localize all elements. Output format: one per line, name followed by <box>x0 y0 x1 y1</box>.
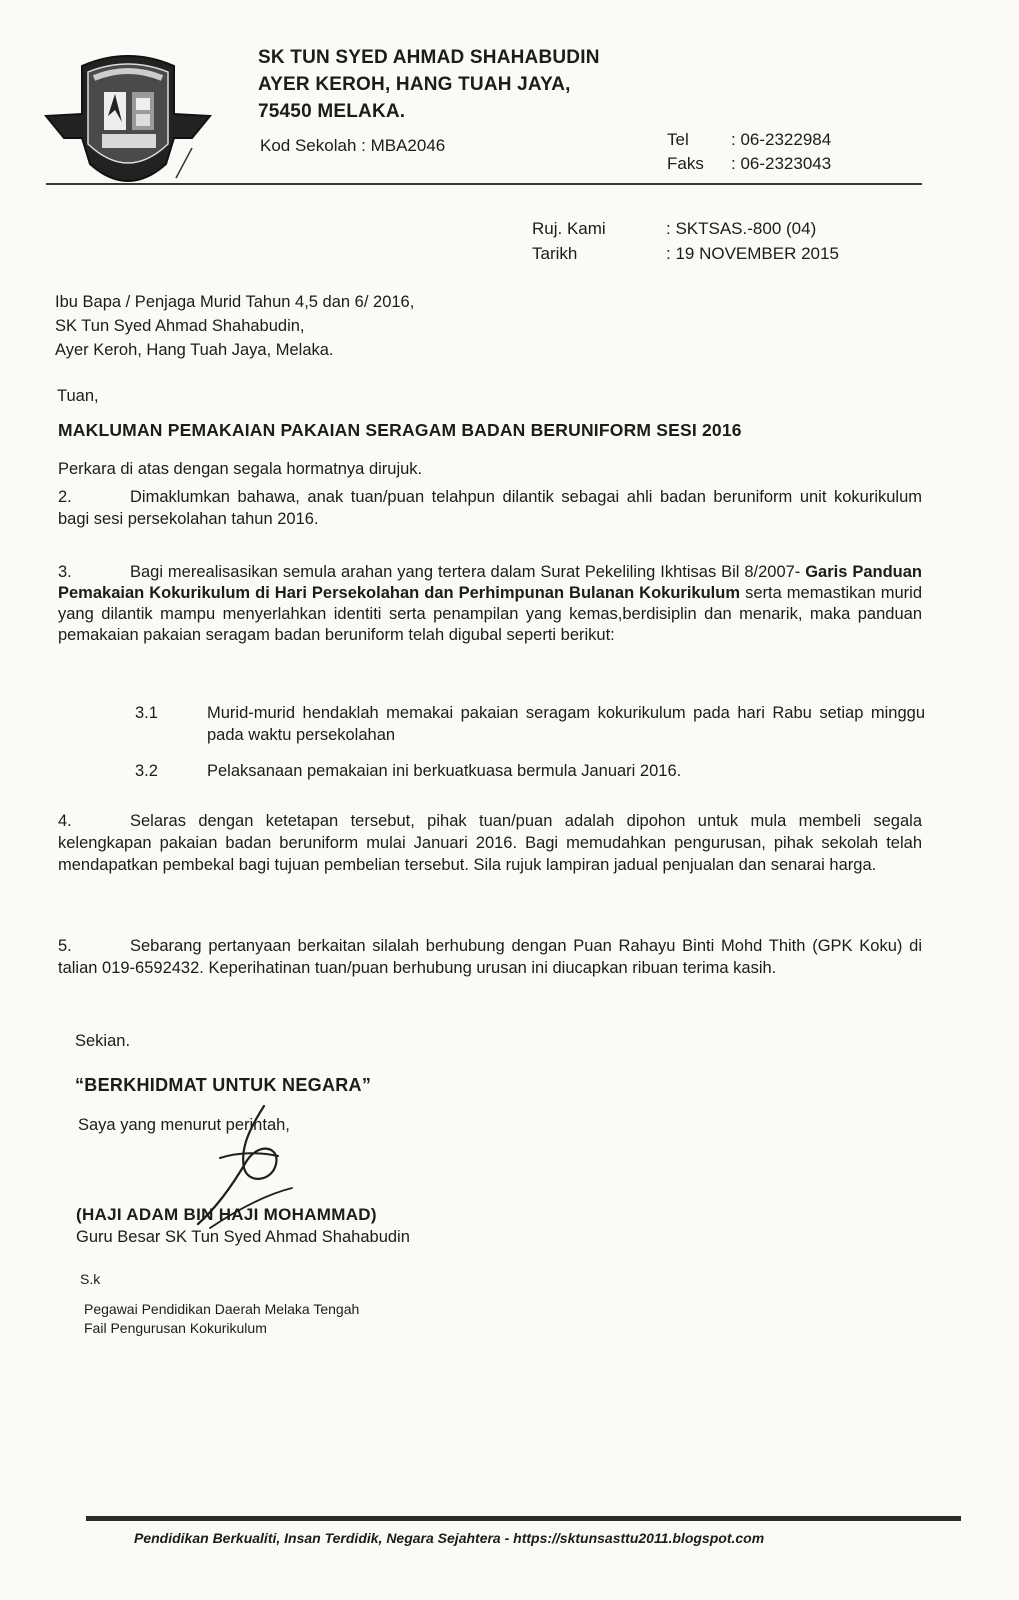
subitem-3-2-number: 3.2 <box>135 762 158 780</box>
recipient-address <box>55 290 414 362</box>
ref-value: : SKTSAS.-800 (04) <box>666 219 817 238</box>
date-label: Tarikh <box>532 244 578 263</box>
subitem-3-2-text: Pelaksanaan pemakaian ini berkuatkuasa bermula Januari 2016. <box>207 762 682 780</box>
header-divider <box>46 183 922 185</box>
paragraph-3-number: 3. <box>58 563 72 581</box>
closing-phrase: Saya yang menurut perintah, <box>78 1116 290 1134</box>
letter-subject: MAKLUMAN PEMAKAIAN PAKAIAN SERAGAM BADAN BERUNIFORM SESI 2016 <box>58 420 742 440</box>
school-code: Kod Sekolah : MBA2046 <box>260 136 446 155</box>
tel-value: : 06-2322984 <box>731 130 832 149</box>
motto: “BERKHIDMAT UNTUK NEGARA” <box>75 1075 372 1095</box>
paragraph-2-number: 2. <box>58 488 72 506</box>
paragraph-4-text: Selaras dengan ketetapan tersebut, pihak tuan/puan adalah dipohon untuk mula membeli segala kelengkapan pakaian badan beruniform mulai Januari 2016. Bagi memudahkan pengurusan, pihak sekolah telah mendapatkan pembekal bagi tujuan pembelian tersebut. Sila rujuk lampiran jadual penjualan dan senarai harga. <box>58 812 922 874</box>
footer-slogan: Pendidikan Berkualiti, Insan Terdidik, Negara Sejahtera - https://sktunsasttu2011.blogspot.com <box>134 1530 765 1546</box>
recipient-line1: Ibu Bapa / Penjaga Murid Tahun 4,5 dan 6/ 2016, <box>55 293 415 311</box>
paragraph-3 <box>58 562 922 646</box>
recipient-line2: SK Tun Syed Ahmad Shahabudin, <box>55 317 305 335</box>
cc-label: S.k <box>80 1271 101 1287</box>
paragraph-2-text: Dimaklumkan bahawa, anak tuan/puan telahpun dilantik sebagai ahli badan beruniform unit kokurikulum bagi sesi persekolahan tahun 2016. <box>58 488 922 528</box>
salutation: Tuan, <box>57 387 99 405</box>
school-header <box>258 44 600 125</box>
paragraph-3-guideline-title: Garis Panduan Pemakaian Kokurikulum di Hari Persekolahan dan Perhimpunan Bulanan Kokurikulum <box>58 563 922 602</box>
closing-sekian: Sekian. <box>75 1032 131 1050</box>
signatory-role: Guru Besar SK Tun Syed Ahmad Shahabudin <box>76 1228 410 1246</box>
paragraph-5-text: Sebarang pertanyaan berkaitan silalah berhubung dengan Puan Rahayu Binti Mohd Thith (GPK Koku) di talian 019-6592432. Keperihatinan tuan/puan berhubung urusan ini diucapkan ribuan terima kasih. <box>58 937 922 977</box>
subitem-3-1 <box>135 702 925 746</box>
cc-item: Fail Pengurusan Kokurikulum <box>84 1320 267 1336</box>
paragraph-5-number: 5. <box>58 937 72 955</box>
subitem-3-1-number: 3.1 <box>135 704 158 722</box>
paragraph-2 <box>58 486 922 530</box>
fax-label: Faks <box>667 154 704 173</box>
paragraph-4 <box>58 810 922 876</box>
paragraph-3-text-a: Bagi merealisasikan semula arahan yang tertera dalam Surat Pekeliling Ikhtisas Bil 8/2007- <box>130 563 801 581</box>
contact-block <box>667 128 831 176</box>
date-value: : 19 NOVEMBER 2015 <box>666 244 839 263</box>
paragraph-1: Perkara di atas dengan segala hormatnya dirujuk. <box>58 460 423 478</box>
subitem-3-2 <box>135 760 925 782</box>
tel-label: Tel <box>667 130 689 149</box>
signatory-name: (HAJI ADAM BIN HAJI MOHAMMAD) <box>76 1205 377 1224</box>
cc-list <box>84 1300 359 1338</box>
ref-label: Ruj. Kami <box>532 219 606 238</box>
school-address-line1: AYER KEROH, HANG TUAH JAYA, <box>258 74 571 95</box>
reference-block <box>532 216 839 266</box>
school-crest-icon <box>42 52 214 192</box>
school-address-line2: 75450 MELAKA. <box>258 101 406 122</box>
paragraph-4-number: 4. <box>58 812 72 830</box>
recipient-line3: Ayer Keroh, Hang Tuah Jaya, Melaka. <box>55 341 334 359</box>
school-name: SK TUN SYED AHMAD SHAHABUDIN <box>258 47 600 68</box>
paragraph-5 <box>58 935 922 979</box>
footer-divider <box>86 1516 961 1521</box>
fax-value: : 06-2323043 <box>731 154 832 173</box>
subitem-3-1-text: Murid-murid hendaklah memakai pakaian seragam kokurikulum pada hari Rabu setiap minggu pada waktu persekolahan <box>207 704 925 744</box>
cc-item: Pegawai Pendidikan Daerah Melaka Tengah <box>84 1301 360 1317</box>
paragraph-3-text-b: serta memastikan murid yang dilantik mampu menyerlahkan identiti serta penampilan yang kemas,berdisiplin dan menarik, maka panduan pemakaian pakaian seragam badan beruniform telah digubal seperti berikut: <box>58 584 922 644</box>
